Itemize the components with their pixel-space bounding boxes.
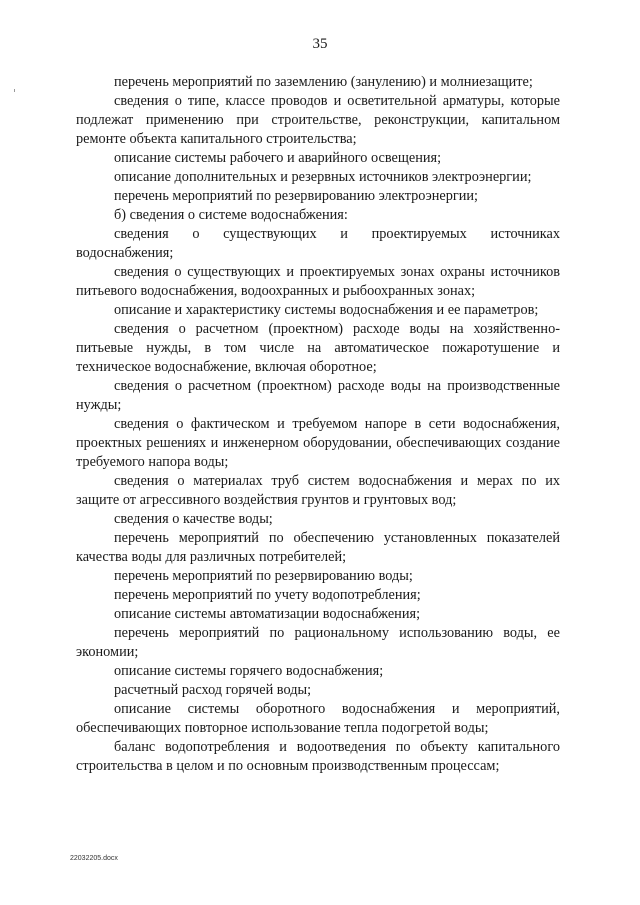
paragraph: сведения о расчетном (проектном) расходе воды на хозяйственно-питьевые нужды, в том числе на автоматическое пожаротушение и техническое водоснабжение, включая оборотное; xyxy=(76,321,560,375)
paragraph: сведения о существующих и проектируемых зонах охраны источников питьевого водоснабжения, водоохранных и рыбоохранных зонах; xyxy=(76,264,560,299)
paragraph: баланс водопотребления и водоотведения по объекту капитального строительства в целом и по основным производственным процессам; xyxy=(76,739,560,774)
paragraph: сведения о существующих и проектируемых источниках водоснабжения; xyxy=(76,226,560,261)
paragraph: перечень мероприятий по рациональному использованию воды, ее экономии; xyxy=(76,625,560,660)
paragraph: перечень мероприятий по резервированию воды; xyxy=(114,568,413,584)
paragraph: описание системы оборотного водоснабжения и мероприятий, обеспечивающих повторное использование тепла подогретой воды; xyxy=(76,701,560,736)
paragraph: перечень мероприятий по резервированию электроэнергии; xyxy=(114,188,479,204)
paragraph: сведения о качестве воды; xyxy=(114,511,273,527)
footer-filename: 22032205.docx xyxy=(70,855,118,862)
scan-mark xyxy=(14,89,15,92)
paragraph: описание системы рабочего и аварийного освещения; xyxy=(114,150,442,166)
section-heading: б) сведения о системе водоснабжения: xyxy=(114,207,348,223)
paragraph: перечень мероприятий по учету водопотребления; xyxy=(114,587,421,603)
paragraph: описание и характеристику системы водоснабжения и ее параметров; xyxy=(114,302,539,318)
paragraph: сведения о расчетном (проектном) расходе воды на производственные нужды; xyxy=(76,378,560,413)
paragraph: описание системы горячего водоснабжения; xyxy=(114,663,384,679)
paragraph: сведения о материалах труб систем водоснабжения и мерах по их защите от агрессивного воздействия грунтов и грунтовых вод; xyxy=(76,473,560,508)
paragraph: описание системы автоматизации водоснабжения; xyxy=(114,606,421,622)
paragraph: расчетный расход горячей воды; xyxy=(114,682,312,698)
document-body xyxy=(76,73,560,776)
paragraph: перечень мероприятий по заземлению (занулению) и молниезащите; xyxy=(114,74,533,90)
paragraph: сведения о фактическом и требуемом напоре в сети водоснабжения, проектных решениях и инженерном оборудовании, обеспечивающих создание требуемого напора воды; xyxy=(76,416,560,470)
paragraph: описание дополнительных и резервных источников электроэнергии; xyxy=(114,169,532,185)
page-number: 35 xyxy=(312,36,328,52)
paragraph: сведения о типе, классе проводов и осветительной арматуры, которые подлежат применению при строительстве, реконструкции, капитальном ремонте объекта капитального строительства; xyxy=(76,93,560,147)
paragraph: перечень мероприятий по обеспечению установленных показателей качества воды для различных потребителей; xyxy=(76,530,560,565)
